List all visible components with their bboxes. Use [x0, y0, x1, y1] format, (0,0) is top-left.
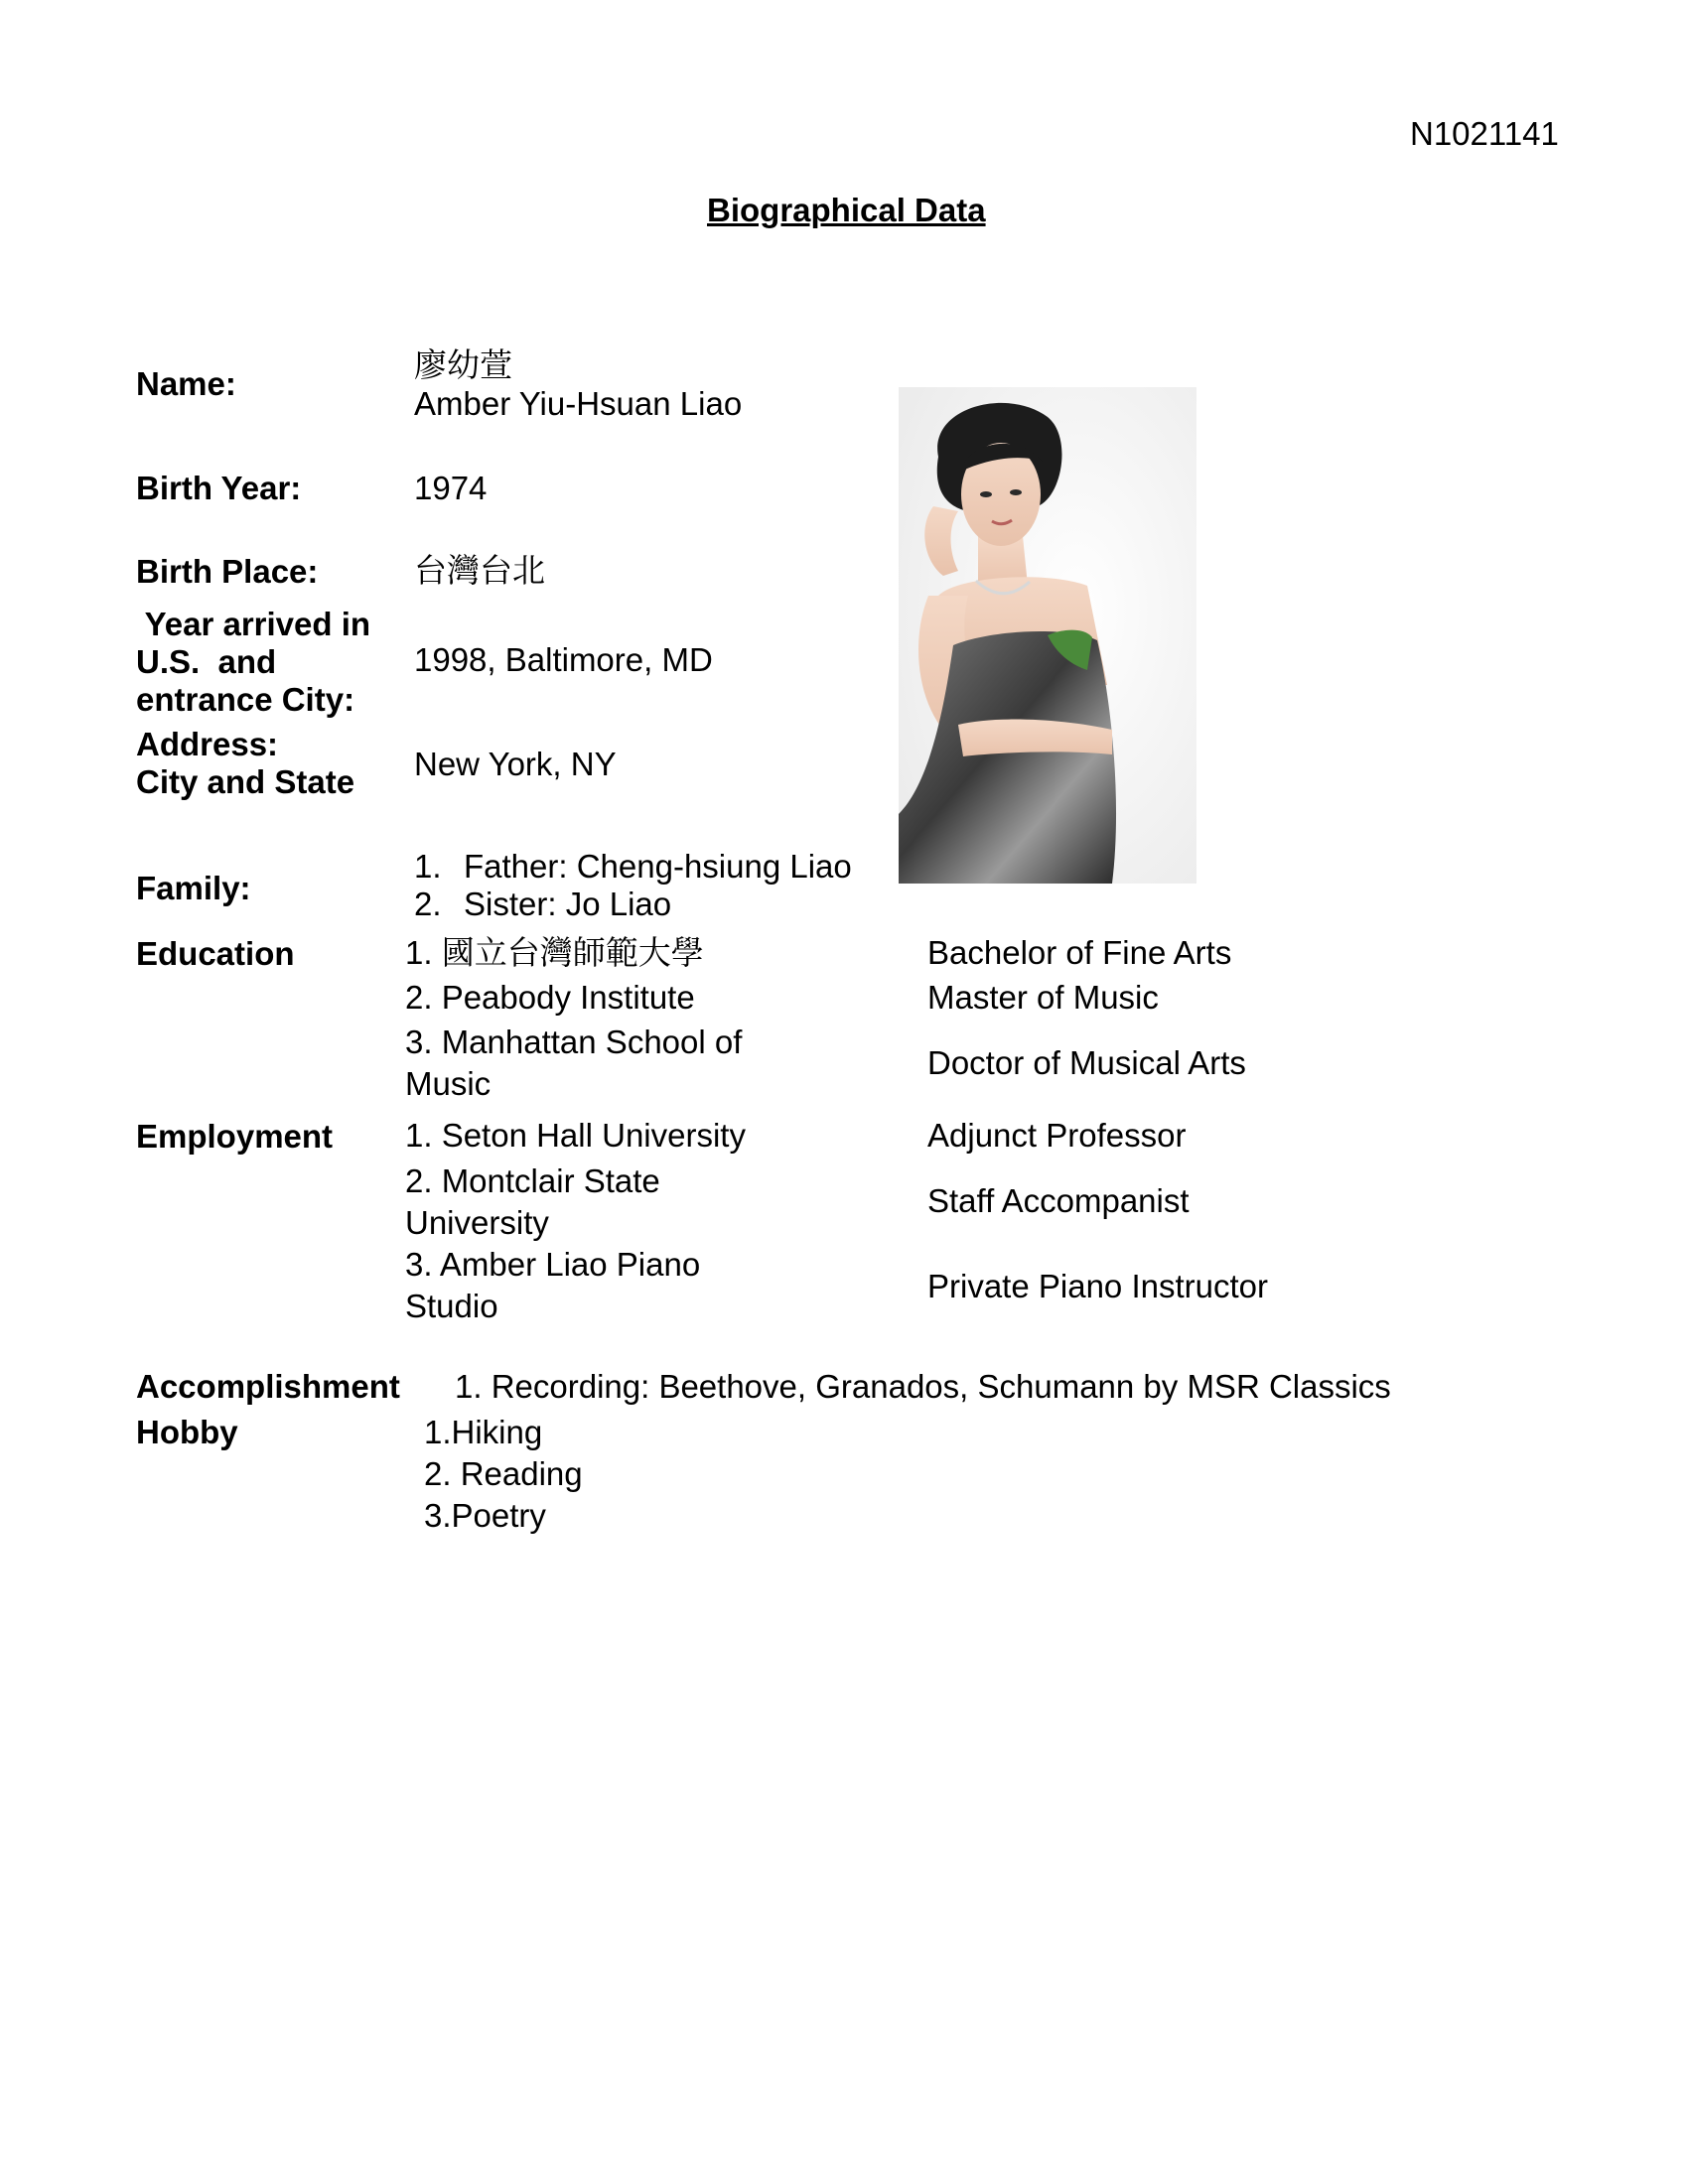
employment-label: Employment — [136, 1118, 334, 1155]
education-degree: Bachelor of Fine Arts — [927, 934, 1232, 971]
hobby-item: 3.Poetry — [424, 1497, 546, 1534]
family-item-text: Father: Cheng-hsiung Liao — [464, 848, 852, 885]
arrival-value: 1998, Baltimore, MD — [414, 641, 713, 678]
arrival-label-line: entrance City: — [136, 681, 355, 718]
education-degree: Doctor of Musical Arts — [927, 1044, 1246, 1081]
employment-role: Staff Accompanist — [927, 1182, 1190, 1219]
employment-org — [405, 1160, 660, 1244]
hobby-item: 1.Hiking — [424, 1414, 543, 1450]
employment-org-line: 2. Montclair State — [405, 1162, 660, 1199]
name-chinese: 廖幼萱 — [414, 346, 512, 383]
family-item-number: 2. — [414, 886, 442, 922]
education-school: 1. 國立台灣師範大學 — [405, 934, 704, 971]
portrait-illustration — [899, 387, 1196, 884]
employment-org: 1. Seton Hall University — [405, 1117, 746, 1154]
education-school: 2. Peabody Institute — [405, 979, 695, 1016]
page-title: Biographical Data — [707, 192, 986, 228]
name-english: Amber Yiu-Hsuan Liao — [414, 385, 743, 422]
employment-role: Private Piano Instructor — [927, 1268, 1268, 1304]
education-label: Education — [136, 935, 295, 972]
birth-year-label: Birth Year: — [136, 470, 302, 506]
family-item-text: Sister: Jo Liao — [464, 886, 672, 922]
arrival-label-line: U.S. and — [136, 643, 277, 680]
family-item — [414, 885, 671, 924]
birth-place-label: Birth Place: — [136, 553, 319, 590]
family-label: Family: — [136, 870, 251, 906]
employment-role: Adjunct Professor — [927, 1117, 1187, 1154]
employment-org-line: University — [405, 1204, 549, 1241]
birth-place-value: 台灣台北 — [414, 552, 545, 589]
address-value: New York, NY — [414, 746, 617, 782]
hobby-label: Hobby — [136, 1414, 238, 1450]
education-school-line: 3. Manhattan School of — [405, 1024, 743, 1060]
education-school-line: Music — [405, 1065, 492, 1102]
name-label: Name: — [136, 365, 236, 402]
portrait-photo — [899, 387, 1196, 884]
employment-org — [405, 1244, 700, 1327]
family-item-number: 1. — [414, 848, 442, 885]
education-school — [405, 1022, 742, 1105]
arrival-label-line: Year arrived in — [136, 606, 371, 642]
hobby-item: 2. Reading — [424, 1455, 583, 1492]
education-degree: Master of Music — [927, 979, 1159, 1016]
hobby-list — [424, 1412, 583, 1537]
address-label — [136, 726, 354, 801]
document-id: N1021141 — [1410, 115, 1559, 152]
accomplishment-label: Accomplishment — [136, 1368, 400, 1405]
birth-year-value: 1974 — [414, 470, 488, 506]
arrival-label — [136, 606, 370, 719]
accomplishment-value: 1. Recording: Beethove, Granados, Schumann by MSR Classics — [455, 1368, 1391, 1405]
address-label-line: City and State — [136, 763, 355, 800]
employment-org-line: 3. Amber Liao Piano — [405, 1246, 701, 1283]
family-item — [414, 847, 852, 887]
address-label-line: Address: — [136, 726, 279, 762]
employment-org-line: Studio — [405, 1288, 498, 1324]
